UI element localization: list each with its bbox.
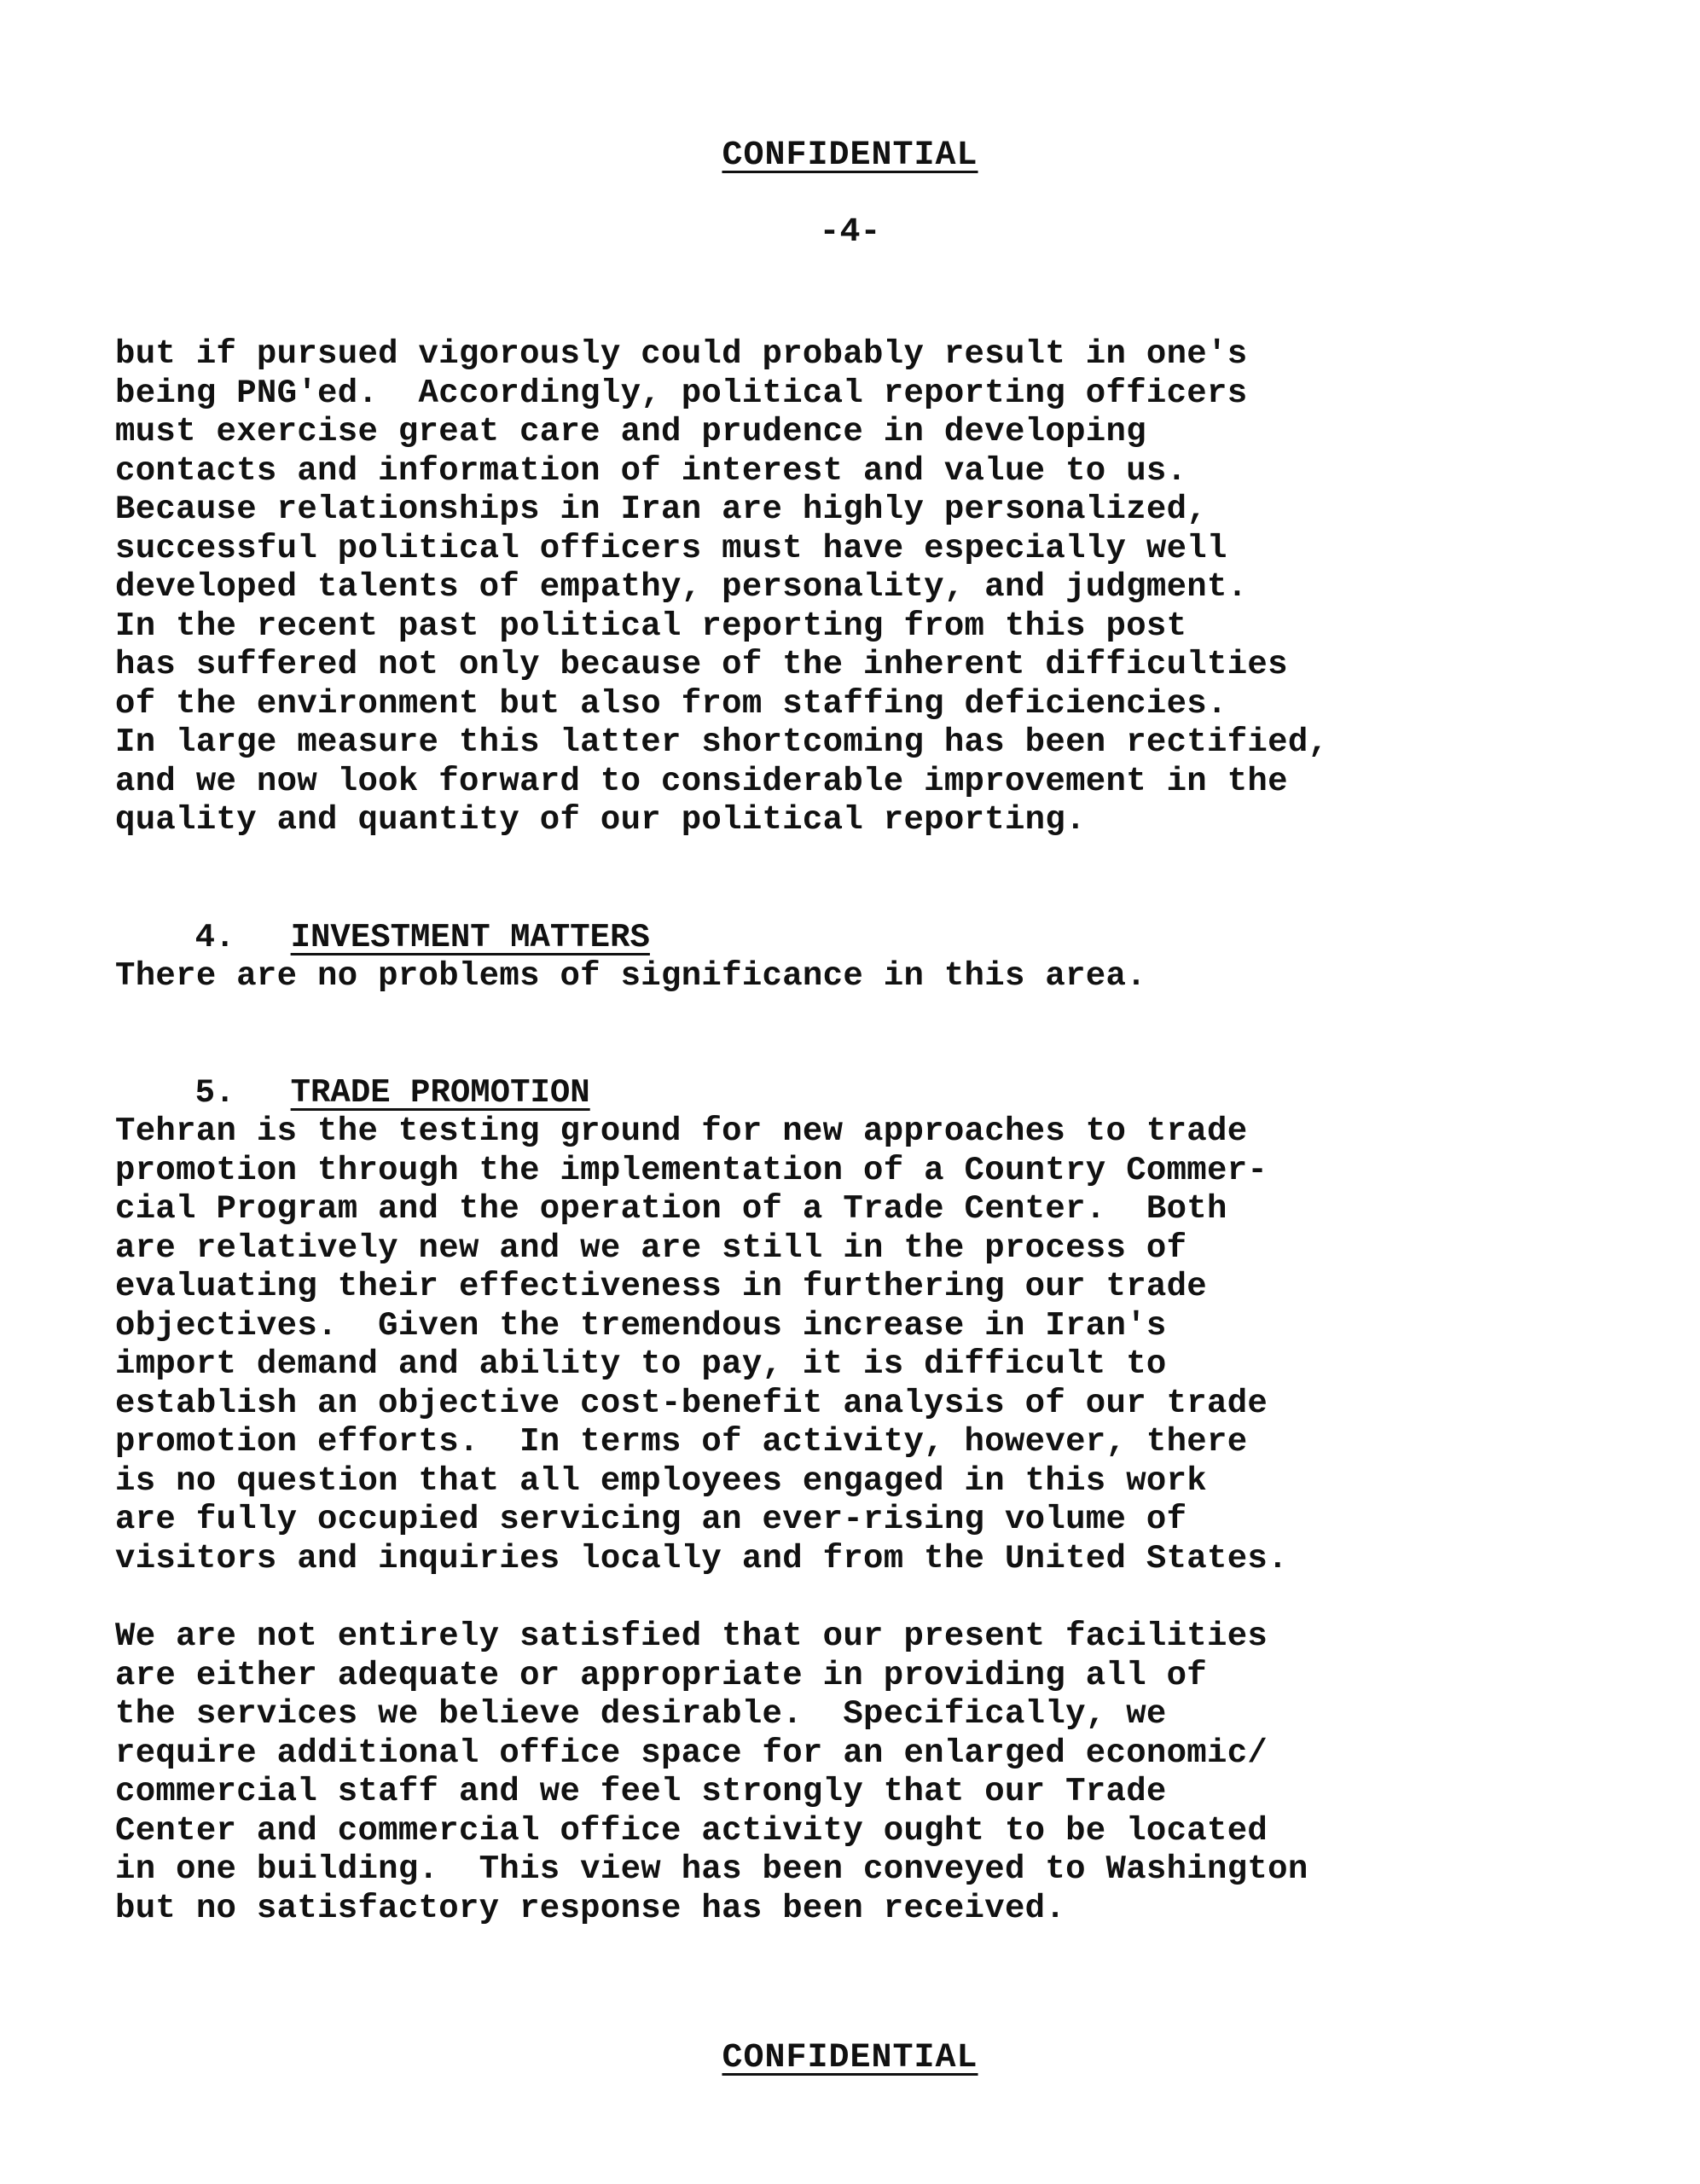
paragraph-line: Center and commercial office activity ought to be located	[115, 1811, 1268, 1850]
paragraph-line: import demand and ability to pay, it is difficult to	[115, 1345, 1167, 1383]
paragraph-line: and we now look forward to considerable improvement in the	[115, 762, 1288, 800]
paragraph-line: In the recent past political reporting from this post	[115, 607, 1187, 645]
page-number: -4-	[819, 213, 881, 252]
footer-classification: CONFIDENTIAL	[722, 2039, 978, 2077]
paragraph-line: is no question that all employees engaged in this work	[115, 1461, 1208, 1500]
section-title: TRADE PROMOTION	[290, 1074, 590, 1112]
paragraph-line: being PNG'ed. Accordingly, political reporting officers	[115, 374, 1248, 412]
section-number: 5.	[194, 1074, 235, 1112]
paragraph-line: There are no problems of significance in this area.	[115, 957, 1146, 995]
investment-paragraph	[115, 957, 1633, 996]
paragraph-line: are relatively new and we are still in the process of	[115, 1228, 1187, 1267]
paragraph-line: but no satisfactory response has been received.	[115, 1889, 1066, 1927]
paragraph-line: objectives. Given the tremendous increase in Iran's	[115, 1306, 1167, 1345]
paragraph-line: Because relationships in Iran are highly personalized,	[115, 491, 1208, 528]
trade-paragraph-1	[115, 1112, 1633, 1578]
paragraph-line: must exercise great care and prudence in developing	[115, 413, 1146, 450]
paragraph-line: promotion efforts. In terms of activity, however, there	[115, 1423, 1248, 1461]
paragraph-line: evaluating their effectiveness in furthering our trade	[115, 1268, 1208, 1305]
paragraph-line: are fully occupied servicing an ever-rising volume of	[115, 1501, 1187, 1538]
paragraph-line: contacts and information of interest and value to us.	[115, 451, 1187, 490]
paragraph-line: quality and quantity of our political reporting.	[115, 801, 1086, 839]
section-title: INVESTMENT MATTERS	[290, 919, 650, 956]
header-classification: CONFIDENTIAL	[722, 136, 978, 175]
paragraph-line: commercial staff and we feel strongly that our Trade	[115, 1773, 1167, 1810]
paragraph-line: require additional office space for an enlarged economic/	[115, 1734, 1268, 1772]
paragraph-line: Tehran is the testing ground for new approaches to trade	[115, 1112, 1248, 1150]
paragraph-line: promotion through the implementation of a Country Commer-	[115, 1151, 1268, 1189]
paragraph-line: cial Program and the operation of a Trade Center. Both	[115, 1190, 1227, 1228]
paragraph-line: are either adequate or appropriate in providing all of	[115, 1656, 1208, 1694]
paragraph-line: We are not entirely satisfied that our present facilities	[115, 1618, 1268, 1655]
paragraph-line: In large measure this latter shortcoming has been rectified,	[115, 723, 1329, 761]
paragraph-line: establish an objective cost-benefit analysis of our trade	[115, 1384, 1268, 1422]
paragraph-line: developed talents of empathy, personality, and judgment.	[115, 568, 1248, 606]
paragraph-line: visitors and inquiries locally and from the United States.	[115, 1539, 1288, 1577]
intro-paragraph	[115, 335, 1633, 840]
trade-paragraph-2	[115, 1618, 1633, 1928]
paragraph-line: in one building. This view has been conveyed to Washington	[115, 1850, 1308, 1888]
paragraph-line: the services we believe desirable. Specifically, we	[115, 1695, 1167, 1733]
paragraph-line: has suffered not only because of the inherent difficulties	[115, 646, 1288, 683]
paragraph-line: successful political officers must have especially well	[115, 529, 1227, 567]
section-number: 4.	[194, 919, 235, 956]
paragraph-line: but if pursued vigorously could probably result in one's	[115, 335, 1248, 373]
paragraph-line: of the environment but also from staffing deficiencies.	[115, 684, 1227, 723]
